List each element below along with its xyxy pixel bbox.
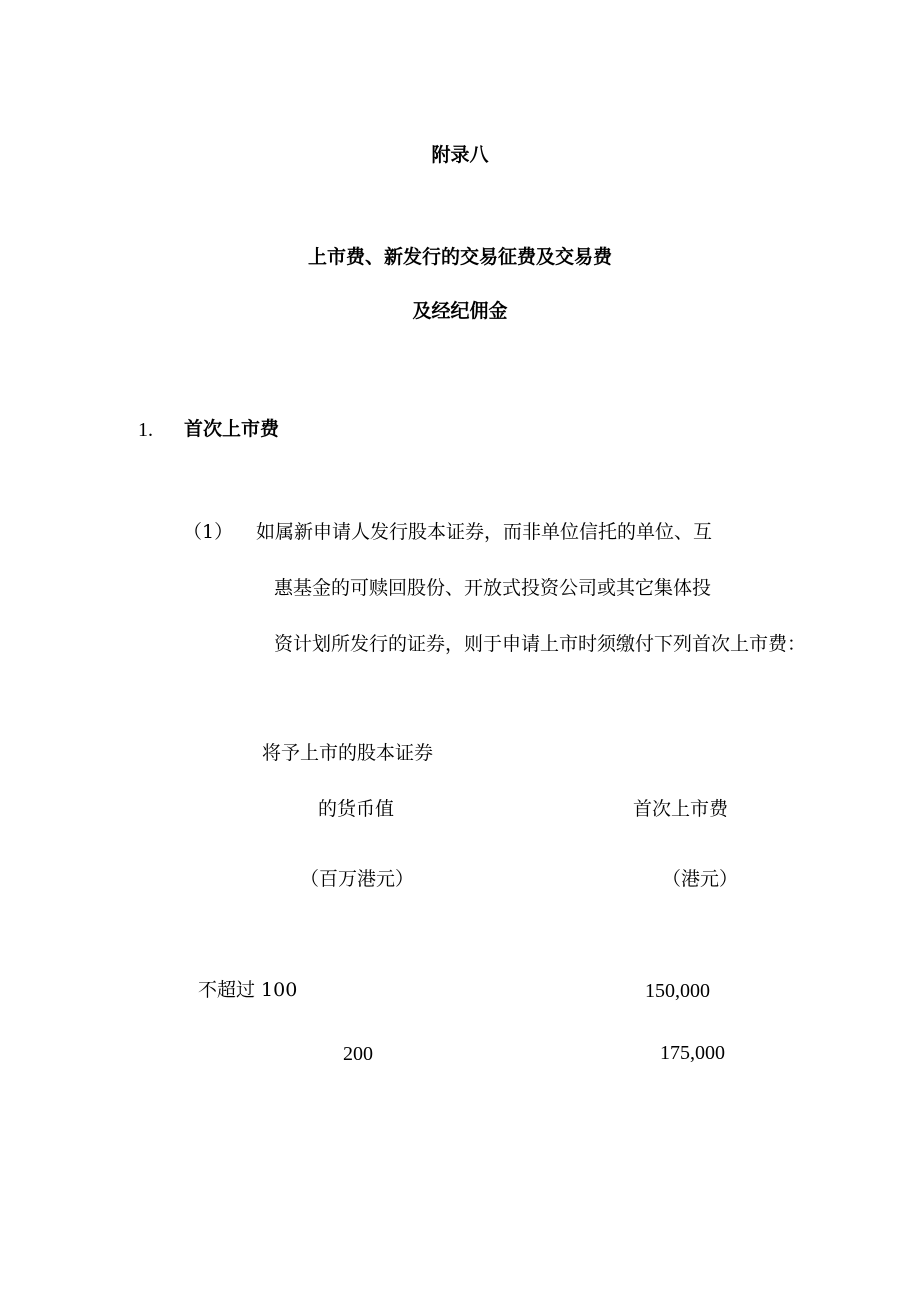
column-unit-value: （百万港元）	[300, 868, 415, 890]
column-header-fee: 首次上市费	[633, 798, 729, 820]
section-number: 1.	[138, 419, 153, 441]
row-fee: 150,000	[645, 980, 710, 1002]
clause-line: 如属新申请人发行股本证券，而非单位信托的单位、互	[256, 521, 713, 543]
clause-line: 资计划所发行的证券，则于申请上市时须缴付下列首次上市费：	[274, 633, 807, 655]
column-header-value: 的货币值	[318, 798, 395, 820]
row-fee: 175,000	[660, 1042, 725, 1064]
appendix-title: 附录八	[431, 144, 489, 166]
section-title: 首次上市费	[184, 418, 280, 440]
column-unit-fee: （港元）	[662, 868, 739, 890]
clause-line: 惠基金的可赎回股份、开放式投资公司或其它集体投	[274, 577, 712, 599]
column-header-value: 将予上市的股本证券	[262, 742, 434, 764]
row-value-label: 200	[343, 1043, 373, 1065]
doc-title-line1: 上市费、新发行的交易征费及交易费	[307, 246, 612, 268]
doc-title-line2: 及经纪佣金	[412, 300, 508, 322]
clause-marker: （1）	[183, 521, 234, 543]
row-value-label: 不超过 100	[198, 979, 298, 1001]
